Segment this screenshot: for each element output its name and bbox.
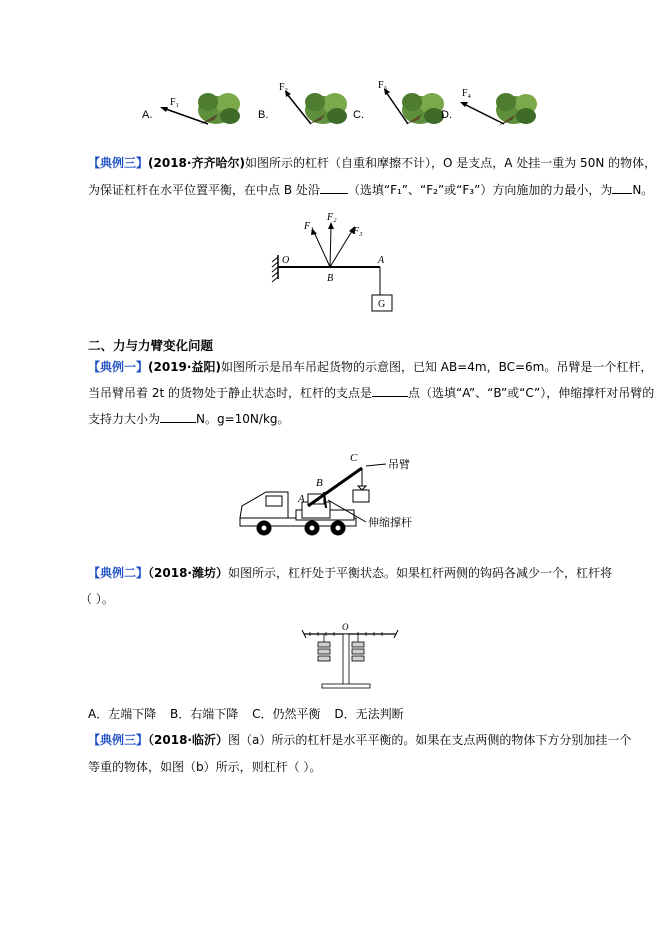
weight-g-label: G (378, 299, 386, 310)
crane-diagram (236, 448, 468, 540)
tree-a-icon (198, 93, 240, 124)
balance-lever-diagram (296, 618, 406, 692)
point-o-label: O (282, 255, 290, 266)
ex1-line1 (88, 360, 653, 374)
ex1-text3a: 支持力大小为 (88, 412, 161, 426)
choice-d[interactable]: D．无法判断 (334, 707, 404, 721)
section-2-title: 二、力与力臂变化问题 (88, 338, 214, 353)
ex3a-source: (2018·齐齐哈尔) (148, 156, 245, 170)
tree-d-icon (496, 93, 537, 126)
tree-force-c-diagram (370, 78, 450, 135)
lever-f1-label: F₁ (304, 221, 314, 232)
ex1-blank-force[interactable] (160, 412, 196, 423)
ex3a-blank-force[interactable] (612, 183, 632, 194)
ex3a-line2 (88, 183, 654, 197)
choice-a[interactable]: A．左端下降 (88, 707, 157, 721)
force-f2-label: F₂ (279, 82, 289, 93)
ex1-text2a: 当吊臂吊着 2t 的货物处于静止状态时，杠杆的支点是 (88, 386, 372, 400)
force-f3-label: F₃ (378, 80, 388, 91)
force-f4-label: F₄ (462, 88, 472, 99)
ex1-line3 (88, 412, 608, 426)
ex2-source: （2018·潍坊） (148, 566, 228, 580)
ex1-blank-pivot[interactable] (372, 386, 408, 397)
ex3a-text2c: N。 (632, 183, 654, 197)
ex1-source: (2019·益阳) (148, 360, 221, 374)
tree-force-b-diagram (275, 80, 355, 135)
option-d-letter: D. (441, 109, 452, 121)
ex3a-text2b: （选填“F₁”、“F₂”或“F₃”）方向施加的力最小，为 (347, 183, 613, 197)
ex3a-line1 (88, 156, 657, 170)
ex1-label: 【典例一】 (88, 360, 149, 374)
ex3a-blank-direction[interactable] (320, 183, 348, 194)
ex3b-label: 【典例三】 (88, 733, 149, 747)
ex1-line2 (88, 386, 655, 400)
lever-diagram (268, 207, 398, 315)
option-a-letter: A. (142, 109, 153, 121)
ex3b-line1 (88, 733, 632, 747)
crane-b-label: B (316, 477, 323, 489)
tree-b-icon (305, 93, 347, 124)
ex2-line1 (88, 566, 612, 580)
force-f1-label: F₁ (170, 97, 180, 108)
balance-o-label: O (342, 622, 349, 632)
lever-f3-label: F₃ (353, 226, 363, 237)
tree-force-a-diagram (160, 80, 250, 135)
ex2-text1: 如图所示，杠杆处于平衡状态。如果杠杆两侧的钩码各减少一个，杠杆将 (227, 566, 612, 580)
ex3a-label: 【典例三】 (88, 156, 149, 170)
option-c-letter: C. (353, 109, 364, 121)
point-b-label: B (327, 273, 334, 284)
ex3a-text1: 如图所示的杠杆（自重和摩擦不计），O 是支点，A 处挂一重为 50N 的物体， (244, 156, 657, 170)
ex3b-line2: 等重的物体，如图（b）所示，则杠杆（ ）。 (88, 760, 322, 774)
tree-c-icon (402, 93, 444, 124)
choice-c[interactable]: C．仍然平衡 (252, 707, 321, 721)
ex1-text1: 如图所示是吊车吊起货物的示意图，已知 AB=4m，BC=6m。吊臂是一个杠杆， (220, 360, 653, 374)
option-b-letter: B. (258, 109, 269, 121)
ex3a-text2a: 为保证杠杆在水平位置平衡，在中点 B 处沿 (88, 183, 320, 197)
ex3b-text1: 图（a）所示的杠杆是水平平衡的。如果在支点两侧的物体下方分别加挂一个 (227, 733, 632, 747)
crane-a-label: A (298, 493, 305, 505)
ex1-text2b: 点（选填“A”、“B”或“C”），伸缩撑杆对吊臂的 (407, 386, 655, 400)
crane-strut-label: 伸缩撑杆 (368, 517, 412, 529)
lever-f2-label: F₂ (327, 212, 337, 223)
point-a-label: A (378, 255, 385, 266)
choice-b[interactable]: B．右端下降 (170, 707, 239, 721)
crane-boom-label: 吊臂 (388, 459, 410, 471)
ex1-text3b: N。g=10N/kg。 (196, 412, 290, 426)
tree-force-d-diagram (458, 84, 538, 136)
ex2-line2: （ ）。 (80, 592, 114, 606)
ex3b-source: （2018·临沂） (148, 733, 228, 747)
ex2-label: 【典例二】 (88, 566, 149, 580)
ex2-choices (88, 705, 412, 722)
crane-c-label: C (350, 452, 358, 464)
